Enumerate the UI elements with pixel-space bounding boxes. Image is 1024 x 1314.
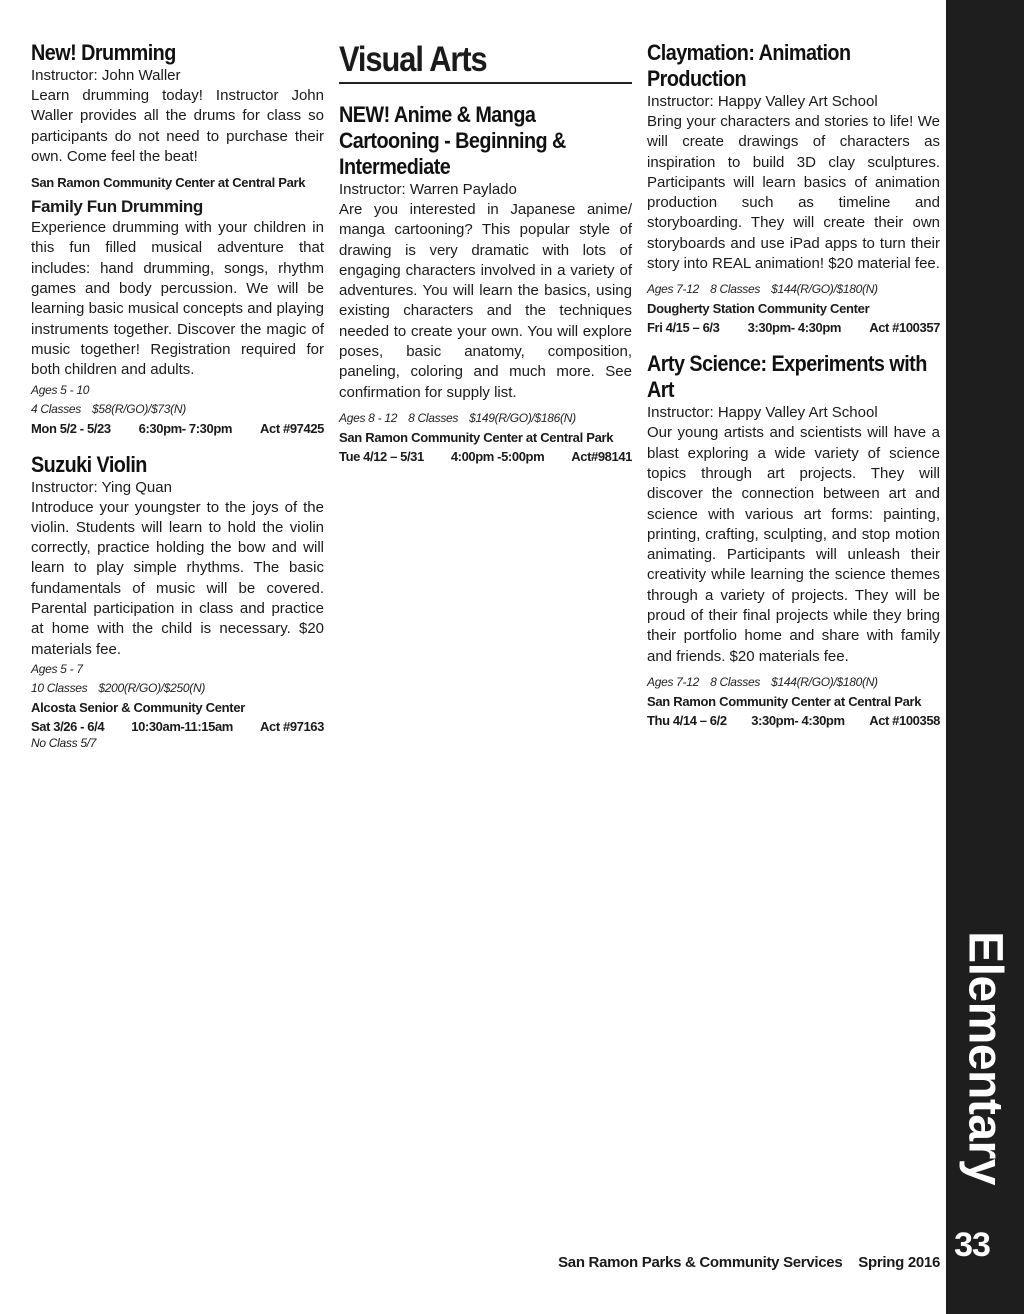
anime-fee: $149(R/GO)/$186(N) <box>469 410 576 425</box>
claymation-instructor: Instructor: Happy Valley Art School <box>647 93 878 110</box>
violin-instructor: Instructor: Ying Quan <box>31 478 172 496</box>
drumming-instructor: Instructor: John Waller <box>31 67 181 84</box>
violin-note: No Class 5/7 <box>31 735 97 750</box>
claymation-ages-classes-fee <box>647 280 940 299</box>
claymation-time: 3:30pm- 4:30pm <box>747 320 842 336</box>
violin-location: Alcosta Senior & Community Center <box>31 699 246 715</box>
claymation-ages: Ages 7-12 <box>647 282 700 297</box>
anime-ages-classes-fee <box>339 409 632 428</box>
arty-science-ages-classes-fee <box>647 673 940 692</box>
anime-ages: Ages 8 - 12 <box>339 410 398 425</box>
violin-title: Suzuki Violin <box>31 451 147 477</box>
anime-location: San Ramon Community Center at Central Park <box>339 429 614 445</box>
family-drumming-schedule <box>31 419 324 438</box>
violin-classes-fee <box>31 679 324 698</box>
footer-season: Spring 2016 <box>858 1254 940 1271</box>
arty-science-fee: $144(R/GO)/$180(N) <box>771 674 878 689</box>
family-drumming-title: Family Fun Drumming <box>31 197 203 217</box>
footer-org: San Ramon Parks & Community Services <box>558 1254 843 1271</box>
anime-description: Are you interested in Japanese anime/ manga cartooning? This popular style of drawing is very dramatic with lots of engaging characters involved in a variety of adventures. You will learn the basics, using existing characters and the techniques needed to create your own. You will explore poses, basic anatomy, composition, paneling, coloring and much more. See confirmation for supply list. <box>339 201 632 401</box>
anime-title: NEW! Anime & Manga Cartooning - Beginning & Intermediate <box>339 102 566 179</box>
arty-science-act: Act #100358 <box>869 712 940 728</box>
anime-act: Act#98141 <box>571 448 632 464</box>
arty-science-classes: 8 Classes <box>710 674 761 689</box>
family-drumming-classes: 4 Classes <box>31 401 81 416</box>
arty-science-title: Arty Science: Experiments with Art <box>647 351 927 403</box>
sidebar-section-label: Elementary <box>958 931 1012 1185</box>
family-drumming-dates: Mon 5/2 - 5/23 <box>31 420 111 436</box>
claymation-schedule <box>647 318 940 337</box>
claymation-dates: Fri 4/15 – 6/3 <box>647 320 720 336</box>
claymation-fee: $144(R/GO)/$180(N) <box>771 282 878 297</box>
violin-time: 10:30am-11:15am <box>131 718 233 734</box>
anime-classes: 8 Classes <box>408 410 459 425</box>
anime-instructor: Instructor: Warren Paylado <box>339 181 517 198</box>
family-drumming-time: 6:30pm- 7:30pm <box>138 420 233 436</box>
claymation-classes: 8 Classes <box>710 282 761 297</box>
family-drumming-fee: $58(R/GO)/$73(N) <box>92 401 186 416</box>
violin-dates: Sat 3/26 - 6/4 <box>31 718 105 734</box>
column-2 <box>339 40 632 466</box>
family-drumming-description: Experience drumming with your children in this fun filled musical adventure that includes: hand drumming, songs, rhythm games and body percussion. We will be learning basic musical concepts and playing instruments together. Discover the magic of music together! Registration required for both children and adults. <box>31 219 324 379</box>
violin-schedule <box>31 717 324 736</box>
drumming-description: Learn drumming today! Instructor John Waller provides all the drums for class so participants do not need to purchase their own. Come feel the beat! <box>31 87 324 165</box>
arty-science-location: San Ramon Community Center at Central Park <box>647 693 922 709</box>
family-drumming-ages: Ages 5 - 10 <box>31 382 90 397</box>
violin-act: Act #97163 <box>260 718 324 734</box>
violin-classes: 10 Classes <box>31 680 88 695</box>
arty-science-schedule <box>647 711 940 730</box>
violin-ages: Ages 5 - 7 <box>31 661 83 676</box>
family-drumming-act: Act #97425 <box>260 420 324 436</box>
arty-science-instructor: Instructor: Happy Valley Art School <box>647 404 878 422</box>
claymation-location: Dougherty Station Community Center <box>647 301 870 317</box>
anime-time: 4:00pm -5:00pm <box>450 448 545 464</box>
family-drumming-classes-fee <box>31 400 324 419</box>
arty-science-time: 3:30pm- 4:30pm <box>751 712 845 728</box>
arty-science-dates: Thu 4/14 – 6/2 <box>647 712 727 728</box>
violin-fee: $200(R/GO)/$250(N) <box>98 680 206 695</box>
section-heading: Visual Arts <box>339 40 487 79</box>
section-divider <box>339 82 632 84</box>
arty-science-description: Our young artists and scientists will have a blast exploring a wide variety of science topics through art projects. They will discover the connection between art and science with various art forms: painting, printing, crafting, sculpting, and stop motion animating. Participants will unleash their creativity while learning the science themes through a variety of projects. They will be proud of their final projects while they bring their portfolio home and share with family and friends. $20 materials fee. <box>647 424 940 665</box>
claymation-title: Claymation: Animation Production <box>647 40 851 91</box>
violin-description: Introduce your youngster to the joys of the violin. Students will learn to hold the violin correctly, practice holding the bow and will learn to play simple rhythms. The basic fundamentals of music will be covered. Parental participation in class and practice at home with the child is necessary. $20 materials fee. <box>31 498 324 658</box>
anime-dates: Tue 4/12 – 5/31 <box>339 448 424 464</box>
claymation-act: Act #100357 <box>869 320 940 336</box>
column-1 <box>31 40 324 751</box>
drumming-title: New! Drumming <box>31 40 176 65</box>
arty-science-ages: Ages 7-12 <box>647 674 700 689</box>
anime-schedule <box>339 447 632 466</box>
page-footer <box>558 1254 940 1271</box>
column-3 <box>647 40 940 730</box>
page-number: 33 <box>954 1226 990 1264</box>
claymation-description: Bring your characters and stories to life! We will create drawings of characters as inspiration to build 3D clay sculptures. Participants will learn basics of animation production such as timeline and storyboarding. They will create their own storyboards and use iPad apps to turn their story into REAL animation! $20 material fee. <box>647 113 940 273</box>
drumming-location: San Ramon Community Center at Central Park <box>31 175 306 191</box>
